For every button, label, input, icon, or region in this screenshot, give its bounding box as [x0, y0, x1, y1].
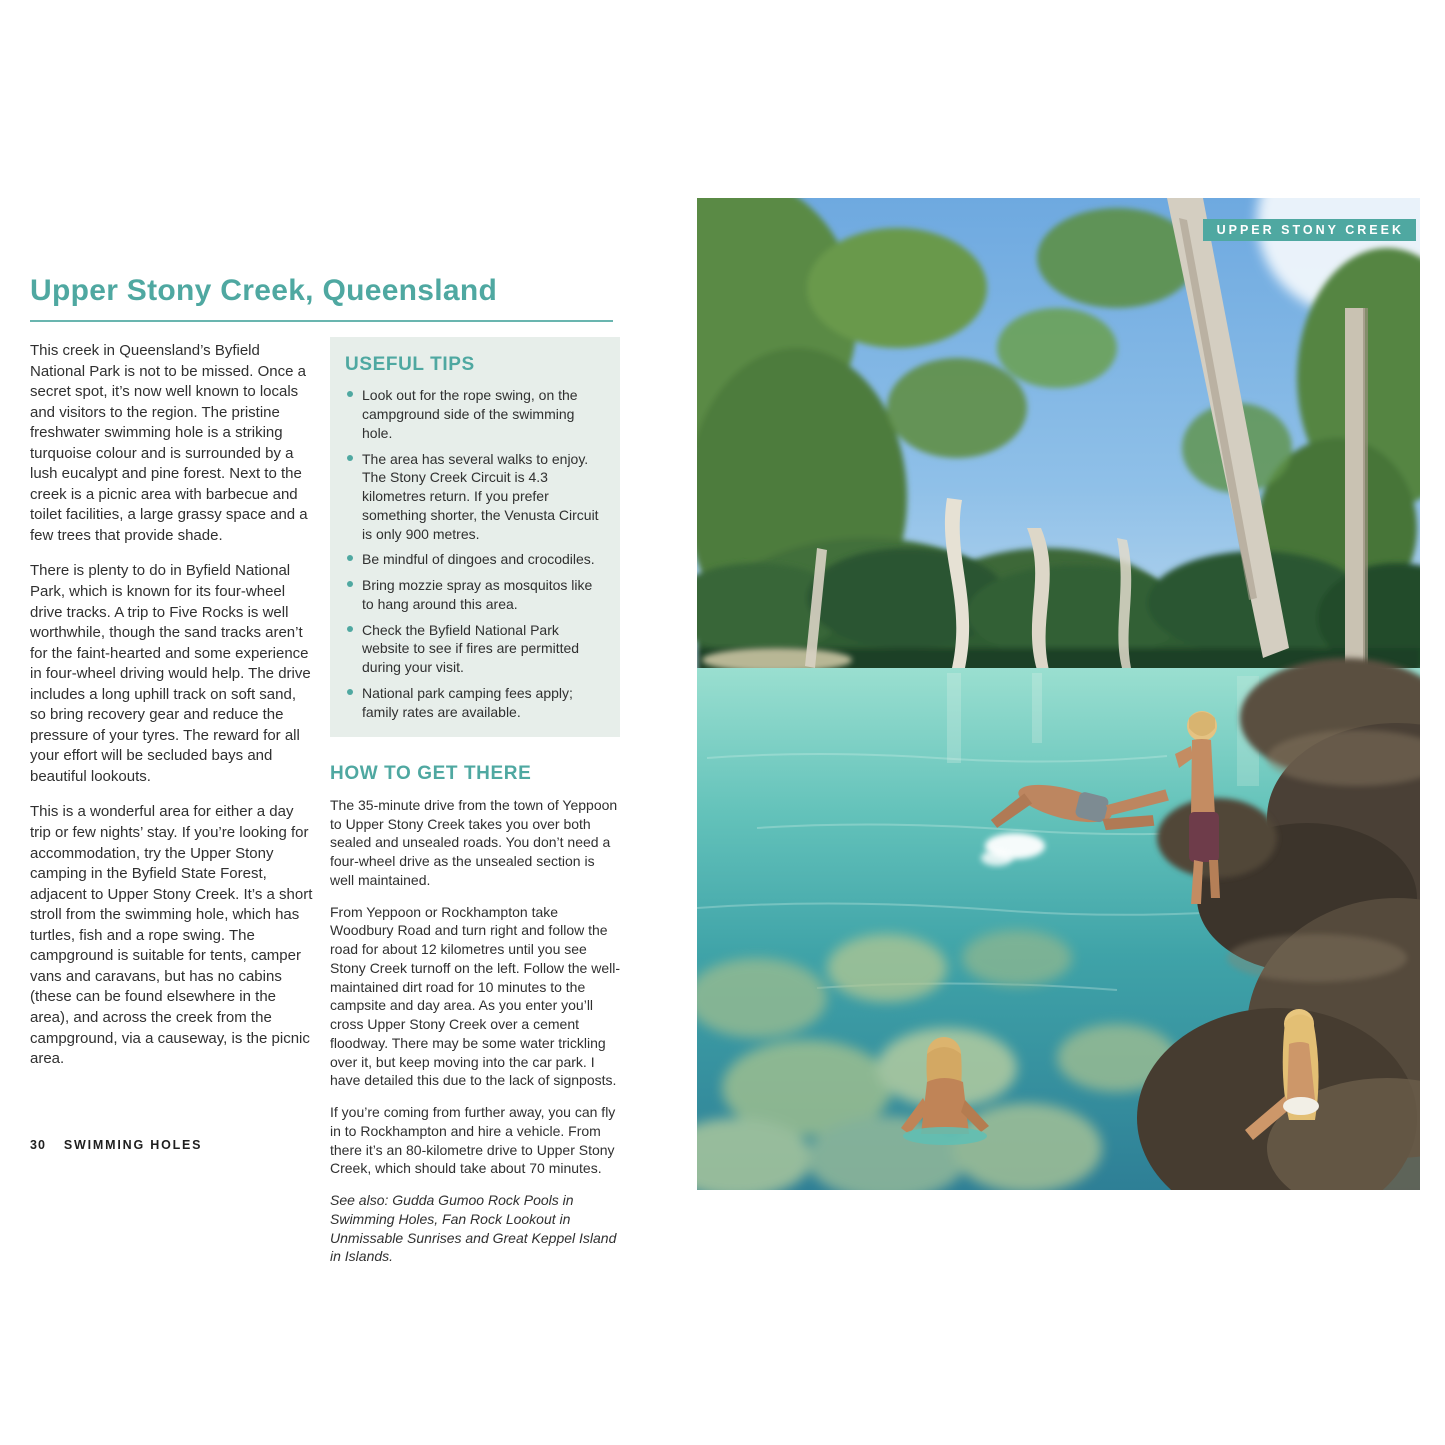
directions-paragraph: The 35-minute drive from the town of Yeppoon to Upper Stony Creek takes you over both sealed and unsealed roads. You don’t need a four-wheel drive as the unsealed section is well maintained.: [330, 796, 618, 888]
bullet-icon: [347, 391, 353, 397]
tip-text: Bring mozzie spray as mosquitos like to hang around this area.: [362, 577, 593, 612]
tip-item: [345, 684, 606, 722]
useful-tips-heading: USEFUL TIPS: [345, 354, 475, 375]
bullet-icon: [347, 689, 353, 695]
bullet-icon: [347, 455, 353, 461]
page-title: Upper Stony Creek, Queensland: [30, 274, 498, 307]
bullet-icon: [347, 581, 353, 587]
tip-text: Be mindful of dingoes and crocodiles.: [362, 551, 595, 568]
title-divider: [30, 320, 613, 322]
info-column: [330, 337, 620, 1279]
swimming-hole-photo: [697, 198, 1420, 1190]
useful-tips-box: [330, 337, 620, 737]
tip-item: [345, 550, 606, 569]
photo-illustration: [697, 198, 1420, 1190]
tips-list: [345, 386, 606, 721]
bullet-icon: [347, 626, 353, 632]
tip-item: [345, 450, 606, 544]
intro-paragraph: There is plenty to do in Byfield National Park, which is known for its four-wheel drive tracks. A trip to Five Rocks is well worthwhile, though the sand tracks aren’t for the faint-hearted and some experience in four-wheel driving would help. The drive includes a long uphill track on soft sand, so bring recovery gear and reduce the pressure of your tyres. The reward for all your effort will be secluded bays and beautiful lookouts.: [30, 562, 311, 785]
intro-paragraph: This is a wonderful area for either a day trip or few nights’ stay. If you’re looking for accommodation, try the Upper Stony camping in the Byfield State Forest, adjacent to Upper Stony Creek. It’s a short stroll from the swimming hole, which has turtles, fish and a rope swing. The campground is suitable for tents, camper vans and caravans, but has no cabins (these can be found elsewhere in the area), and across the creek from the campground, via a causeway, is the picnic area.: [30, 803, 313, 1068]
tip-item: [345, 386, 606, 442]
intro-paragraph: This creek in Queensland’s Byfield National Park is not to be missed. Once a secret spot, it’s now well known to locals and visitors to the region. The pristine freshwater swimming hole is a striking turquoise colour and is surrounded by a lush eucalypt and pine forest. Next to the creek is a picnic area with barbecue and toilet facilities, a large grassy space and a few trees that provide shade.: [30, 342, 308, 544]
intro-column: [30, 341, 314, 1085]
tip-item: [345, 576, 606, 614]
see-also-note: See also: Gudda Gumoo Rock Pools in Swimming Holes, Fan Rock Lookout in Unmissable Sunrises and Great Keppel Island in Islands.: [330, 1192, 617, 1265]
directions-paragraph: If you’re coming from further away, you can fly in to Rockhampton and hire a vehicle. From there it’s an 80-kilometre drive to Upper Stony Creek, which should take about 70 minutes.: [330, 1104, 616, 1177]
tip-text: Look out for the rope swing, on the campground side of the swimming hole.: [362, 387, 578, 441]
tip-text: The area has several walks to enjoy. The Stony Creek Circuit is 4.3 kilometres return. If you prefer something shorter, the Venusta Circuit is only 900 metres.: [362, 450, 599, 542]
tip-item: [345, 621, 606, 677]
footer-section-label: SWIMMING HOLES: [63, 1138, 203, 1152]
page-footer: [30, 1138, 202, 1152]
tip-text: National park camping fees apply; family rates are available.: [362, 684, 573, 720]
directions-paragraph: From Yeppoon or Rockhampton take Woodbury Road and turn right and follow the road for about 12 kilometres until you see Stony Creek turnoff on the left. Follow the well-maintained dirt road for 10 minutes to the campsite and day area. As you enter you’ll cross Upper Stony Creek over a cement floodway. There may be some water trickling over it, but keep moving into the car park. I have detailed this due to the lack of signposts.: [330, 903, 620, 1089]
page-number: 30: [30, 1138, 46, 1152]
how-to-get-there-section: [330, 761, 620, 1266]
bullet-icon: [347, 555, 353, 561]
how-to-get-there-heading: HOW TO GET THERE: [330, 763, 532, 785]
tip-text: Check the Byfield National Park website to see if fires are permitted during your visit.: [362, 621, 580, 676]
photo-location-tag: UPPER STONY CREEK: [1203, 219, 1416, 241]
